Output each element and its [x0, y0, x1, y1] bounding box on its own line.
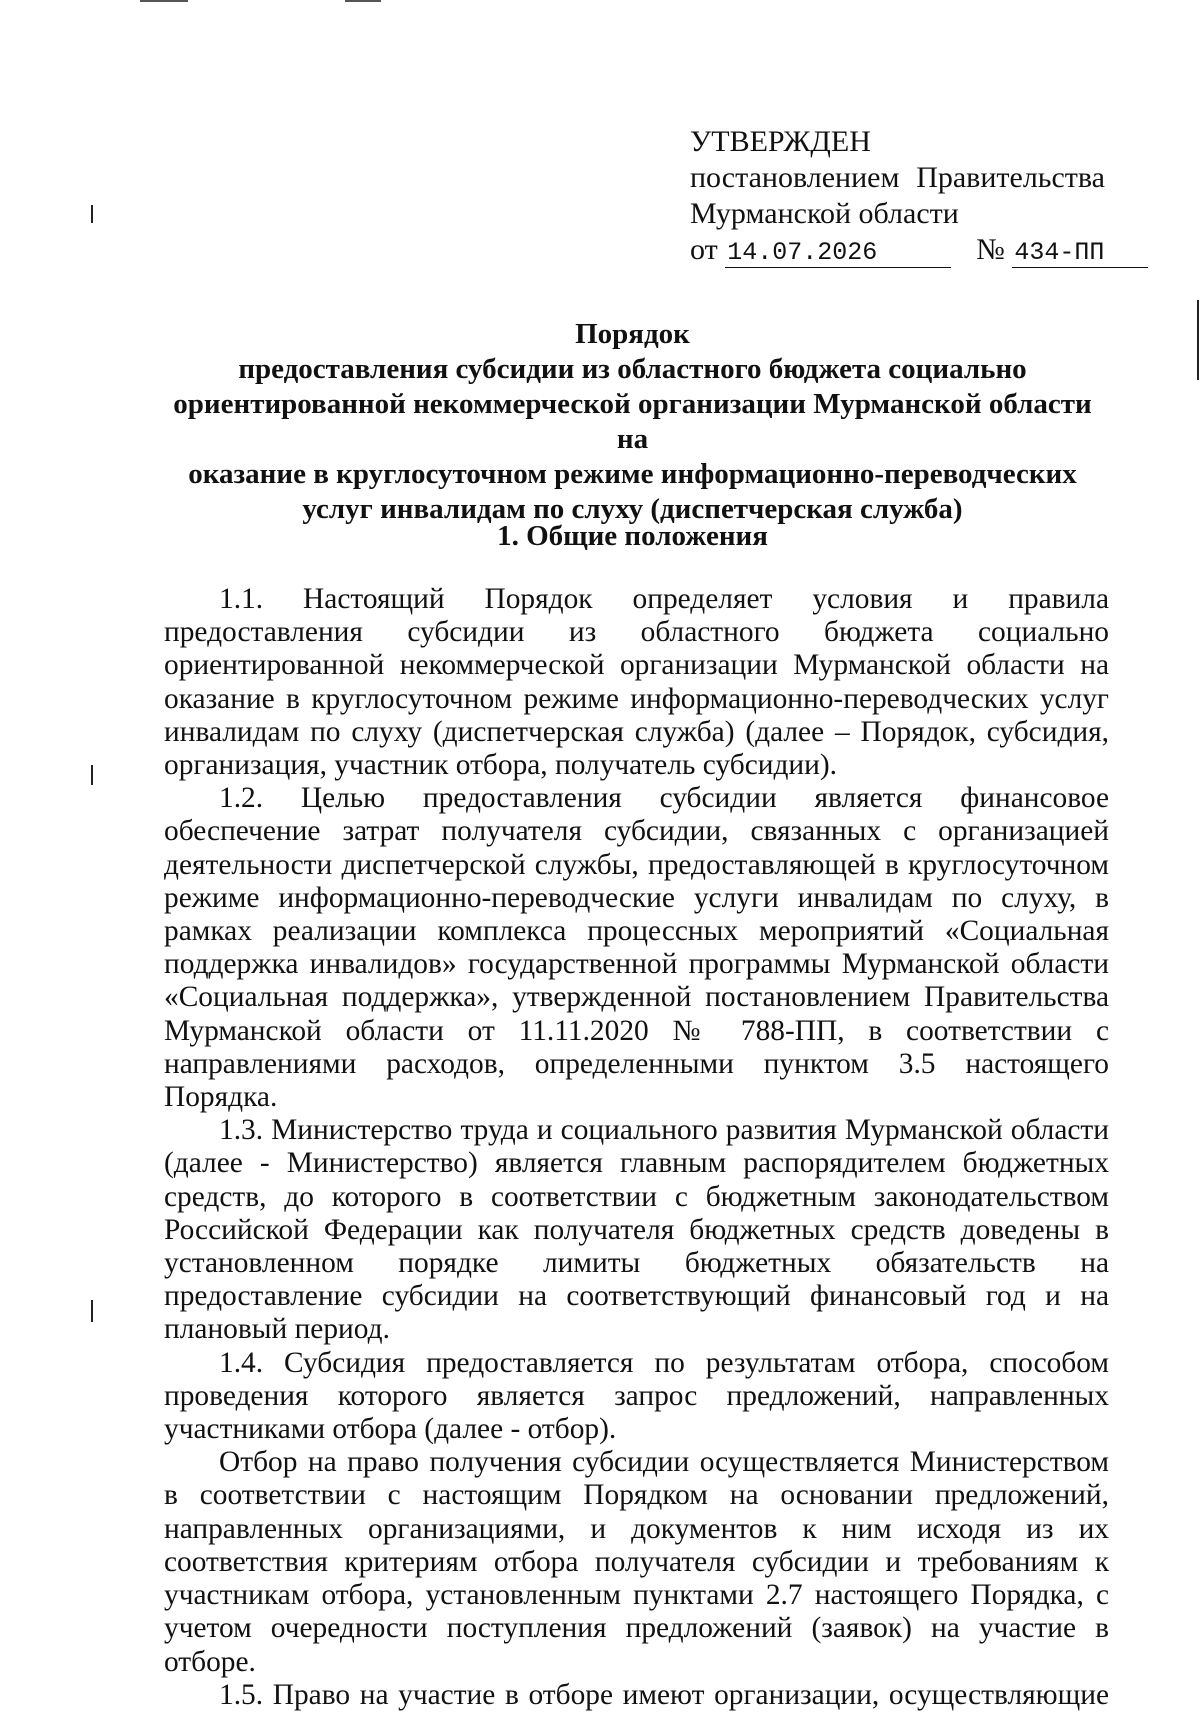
scan-artifact — [91, 765, 93, 785]
title-line: Порядок — [575, 318, 690, 350]
document-title — [160, 317, 1105, 527]
approval-stamp — [690, 124, 1110, 268]
title-line: оказание в круглосуточном режиме информационно-переводческих — [188, 458, 1077, 490]
title-line: ориентированной некоммерческой организации Мурманской области на — [173, 388, 1092, 455]
approval-resolution-word: постановлением — [690, 161, 900, 194]
paragraph-1-3: 1.3. Министерство труда и социального развития Мурманской области (далее - Министерство) является главным распорядителем бюджетных средств, до которого в соответствии с бюджетным законодательством Российской Федерации как получателя бюджетных средств доведены в установленном порядке лимиты бюджетных обязательств на предоставление субсидии на соответствующий финансовый год и на плановый период. — [164, 1114, 1109, 1346]
section-heading: 1. Общие положения — [497, 520, 768, 552]
title-line: предоставления субсидии из областного бюджета социально — [238, 353, 1027, 385]
paragraph-1-5: 1.5. Право на участие в отборе имеют организации, осуществляющие — [219, 1678, 1109, 1711]
scan-artifact — [140, 0, 188, 2]
date-prefix: от — [690, 233, 718, 266]
paragraph-1-4: 1.4. Субсидия предоставляется по результатам отбора, способом проведения которого является запрос предложений, направленных участниками отбора (далее - отбор). — [164, 1346, 1109, 1446]
approval-government-word: Правительства — [916, 161, 1105, 194]
paragraph-1-2: 1.2. Целью предоставления субсидии является финансовое обеспечение затрат получателя субсидии, связанных с организацией деятельности диспетчерской службы, предоставляющей в круглосуточном режиме информационно-переводческие услуги инвалидам по слуху, в рамках реализации комплекса процессных мероприятий «Социальная поддержка инвалидов» государственной программы Мурманской области «Социальная поддержка», утвержденной постановлением Правительства Мурманской области от 11.11.2020 № 788-ПП, в соответствии с направлениями расходов, определенными пунктом 3.5 настоящего Порядка. — [164, 782, 1109, 1114]
number-prefix: № — [976, 233, 1005, 266]
approval-resolution-line — [690, 160, 1105, 196]
scan-artifact — [91, 1300, 93, 1322]
approval-date-number-line — [690, 232, 1110, 268]
scan-artifact — [1197, 300, 1199, 380]
approval-number: 434-ПП — [1012, 239, 1148, 268]
approval-heading: УТВЕРЖДЕН — [690, 125, 871, 158]
document-body — [164, 583, 1109, 1712]
approval-date: 14.07.2026 — [725, 239, 951, 268]
scan-artifact — [345, 0, 381, 2]
paragraph-1-4-continuation: Отбор на право получения субсидии осуществляется Министерством в соответствии с настоящим Порядком на основании предложений, направленных организациями, и документов к ним исходя из их соответствия критериям отбора получателя субсидии и требованиям к участникам отбора, установленным пунктами 2.7 настоящего Порядка, с учетом очередности поступления предложений (заявок) на участие в отборе. — [164, 1446, 1109, 1678]
paragraph-1-1: 1.1. Настоящий Порядок определяет условия и правила предоставления субсидии из областного бюджета социально ориентированной некоммерческой организации Мурманской области на оказание в круглосуточном режиме информационно-переводческих услуг инвалидам по слуху (диспетчерская служба) (далее – Порядок, субсидия, организация, участник отбора, получатель субсидии). — [164, 583, 1109, 782]
title-line: услуг инвалидам по слуху (диспетчерская служба) — [302, 493, 963, 525]
approval-region: Мурманской области — [690, 197, 959, 230]
scan-artifact — [91, 205, 93, 223]
